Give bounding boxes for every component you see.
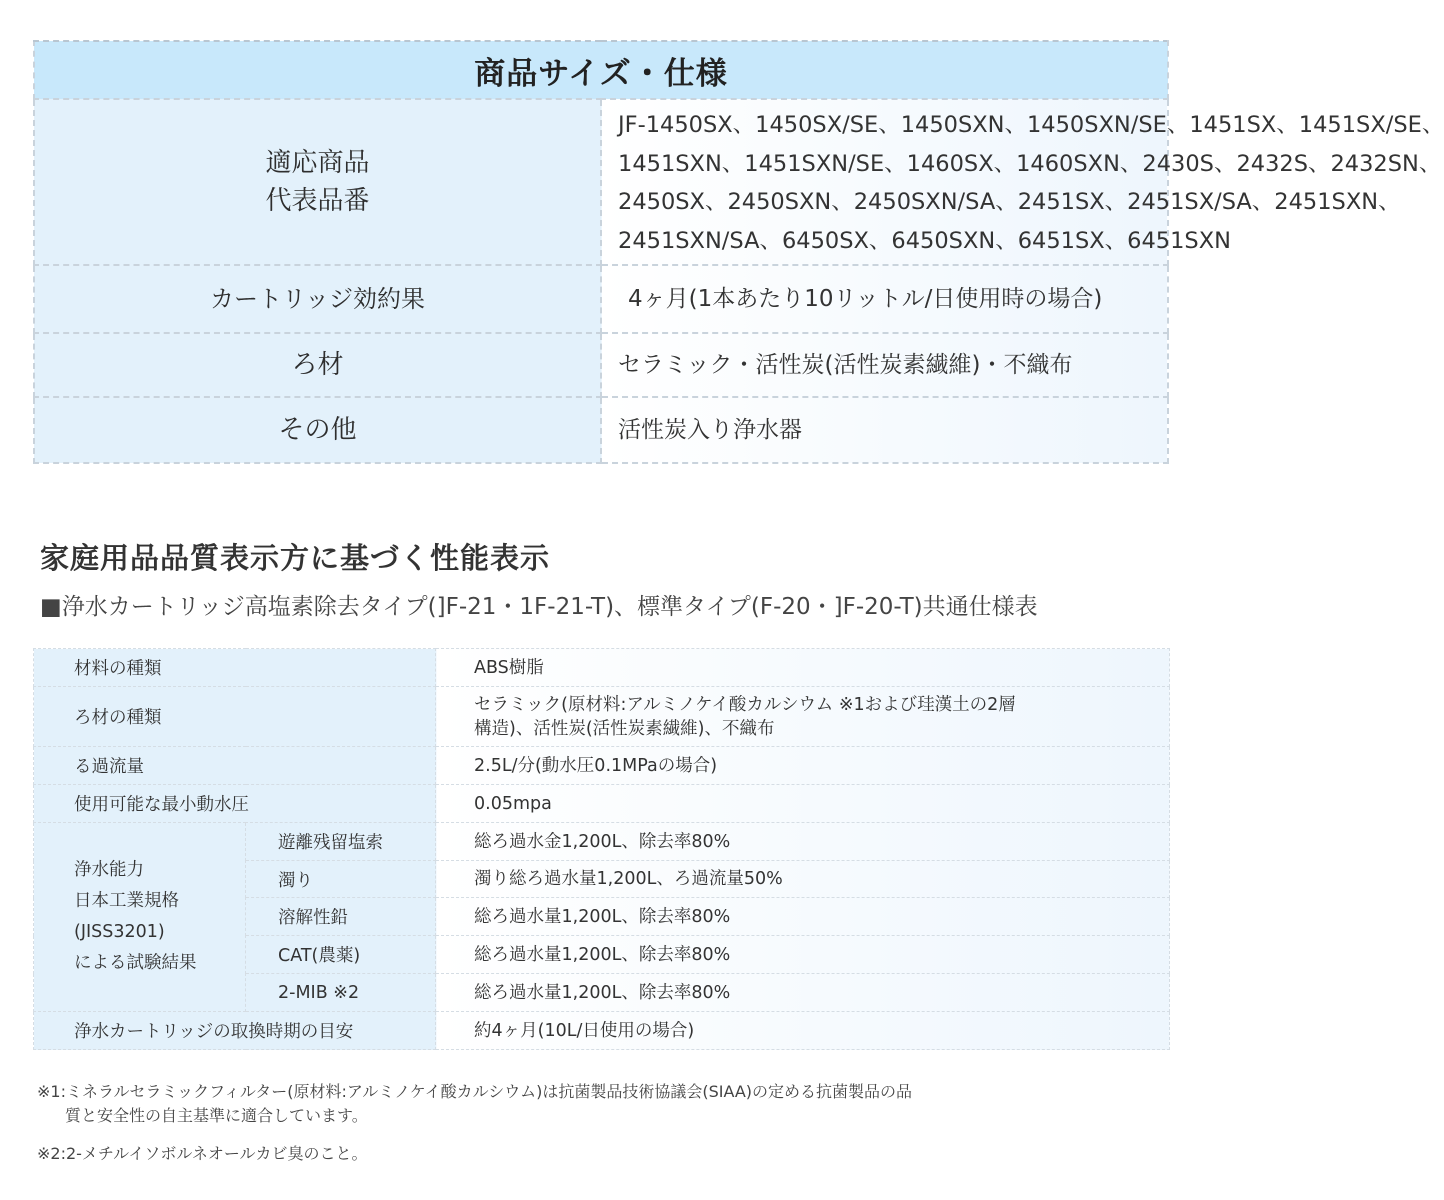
table-row [34,99,1168,265]
models-label-line: 適応商品 [265,148,370,178]
table-row [34,823,1170,861]
min-pressure-label: 使用可能な最小動水圧 [34,785,436,823]
cartridge-effect-value: 4ヶ月(1本あたり10リットル/日使用時の場合) [601,265,1168,333]
material-value: ABS樹脂 [436,649,1170,687]
table-row [34,1012,1170,1050]
model-line: 2450SX、2450SXN、2450SXN/SA、2451SX、2451SX/SA、2451SXN、 [618,189,1401,215]
capacity-item-value: 濁り総ろ過水量1,200L、ろ過流量50% [436,861,1170,898]
table-row [34,785,1170,823]
capacity-item-name: 遊離残留塩索 [246,823,436,861]
capacity-group-label-line: 日本工業規格 [74,891,179,911]
capacity-item-value: 総ろ過水量1,200L、除去率80% [436,898,1170,936]
capacity-item-name: 濁り [246,861,436,898]
table-row [34,649,1170,687]
model-line: 2451SXN/SA、6450SX、6450SXN、6451SX、6451SXN [618,227,1231,254]
table-row [34,333,1168,397]
model-line: 1451SXN、1451SXN/SE、1460SX、1460SXN、2430S、2432S、2432SN、 [618,150,1442,177]
table-row [34,397,1168,463]
filter-type-value [436,687,1170,747]
capacity-item-value: 総ろ過水金1,200L、除去率80% [436,823,1170,861]
capacity-item-name: 2-MIB ※2 [246,974,436,1012]
model-line: JF-1450SX、1450SX/SE、1450SXN、1450SXN/SE、1451SX、1451SX/SE、 [618,112,1444,138]
table-row [34,687,1170,747]
capacity-group-label [34,823,246,1012]
capacity-group-label-line: (JISS3201) [74,922,165,942]
filter-type-value-line: セラミック(原材料:アルミノケイ酸カルシウム ※1および珪漢土の2層 [474,694,1016,715]
replacement-value: 約4ヶ月(10L/日使用の場合) [436,1012,1170,1050]
filter-type-label: ろ材の種類 [34,687,436,747]
capacity-item-name: 溶解性鉛 [246,898,436,936]
models-value [601,99,1444,265]
capacity-item-value: 総ろ過水量1,200L、除去率80% [436,936,1170,974]
table-row [34,265,1168,333]
footnote-1-line: 質と安全性の自主基準に適合しています。 [65,1106,368,1125]
cartridge-effect-label: カートリッジ効約果 [34,265,601,333]
performance-table [33,648,1170,1050]
filter-material-label: ろ材 [34,333,601,397]
models-label [34,99,601,265]
footnote-1-line: ※1:ミネラルセラミックフィルター(原材料:アルミノケイ酸カルシウム)は抗菌製品技術協議会(SIAA)の定める抗菌製品の品 [37,1082,913,1101]
capacity-item-value: 総ろ過水量1,200L、除去率80% [436,974,1170,1012]
capacity-item-name: CAT(農薬) [246,936,436,974]
capacity-group-label-line: 浄水能力 [74,860,144,880]
other-label: その他 [34,397,601,463]
performance-heading: 家庭用品品質表示方に基づく性能表示 [40,541,551,575]
models-label-line: 代表品番 [265,186,370,216]
flow-rate-value: 2.5L/分(動水圧0.1MPaの場合) [436,747,1170,785]
table-row [34,747,1170,785]
spec-table-title: 商品サイズ・仕様 [34,41,1168,99]
filter-type-value-line: 構造)、活性炭(活性炭素繊維)、不織布 [474,718,775,739]
other-value: 活性炭入り浄水器 [601,397,1168,463]
performance-subheading: ■浄水カートリッジ高塩素除去タイプ(]F-21・1F-21-T)、標準タイプ(F-20・]F-20-T)共通仕様表 [40,594,1038,620]
capacity-group-label-line: による試験結果 [74,953,197,973]
spec-table [33,40,1444,464]
min-pressure-value: 0.05mpa [436,785,1170,823]
filter-material-value: セラミック・活性炭(活性炭素繊維)・不織布 [601,333,1168,397]
flow-rate-label: る過流量 [34,747,436,785]
footnote-2: ※2:2-メチルイソボルネオールカビ臭のこと。 [37,1144,368,1163]
footnote-1 [37,1080,1167,1128]
material-label: 材料の種類 [34,649,436,687]
replacement-label: 浄水カートリッジの取換時期の目安 [34,1012,436,1050]
